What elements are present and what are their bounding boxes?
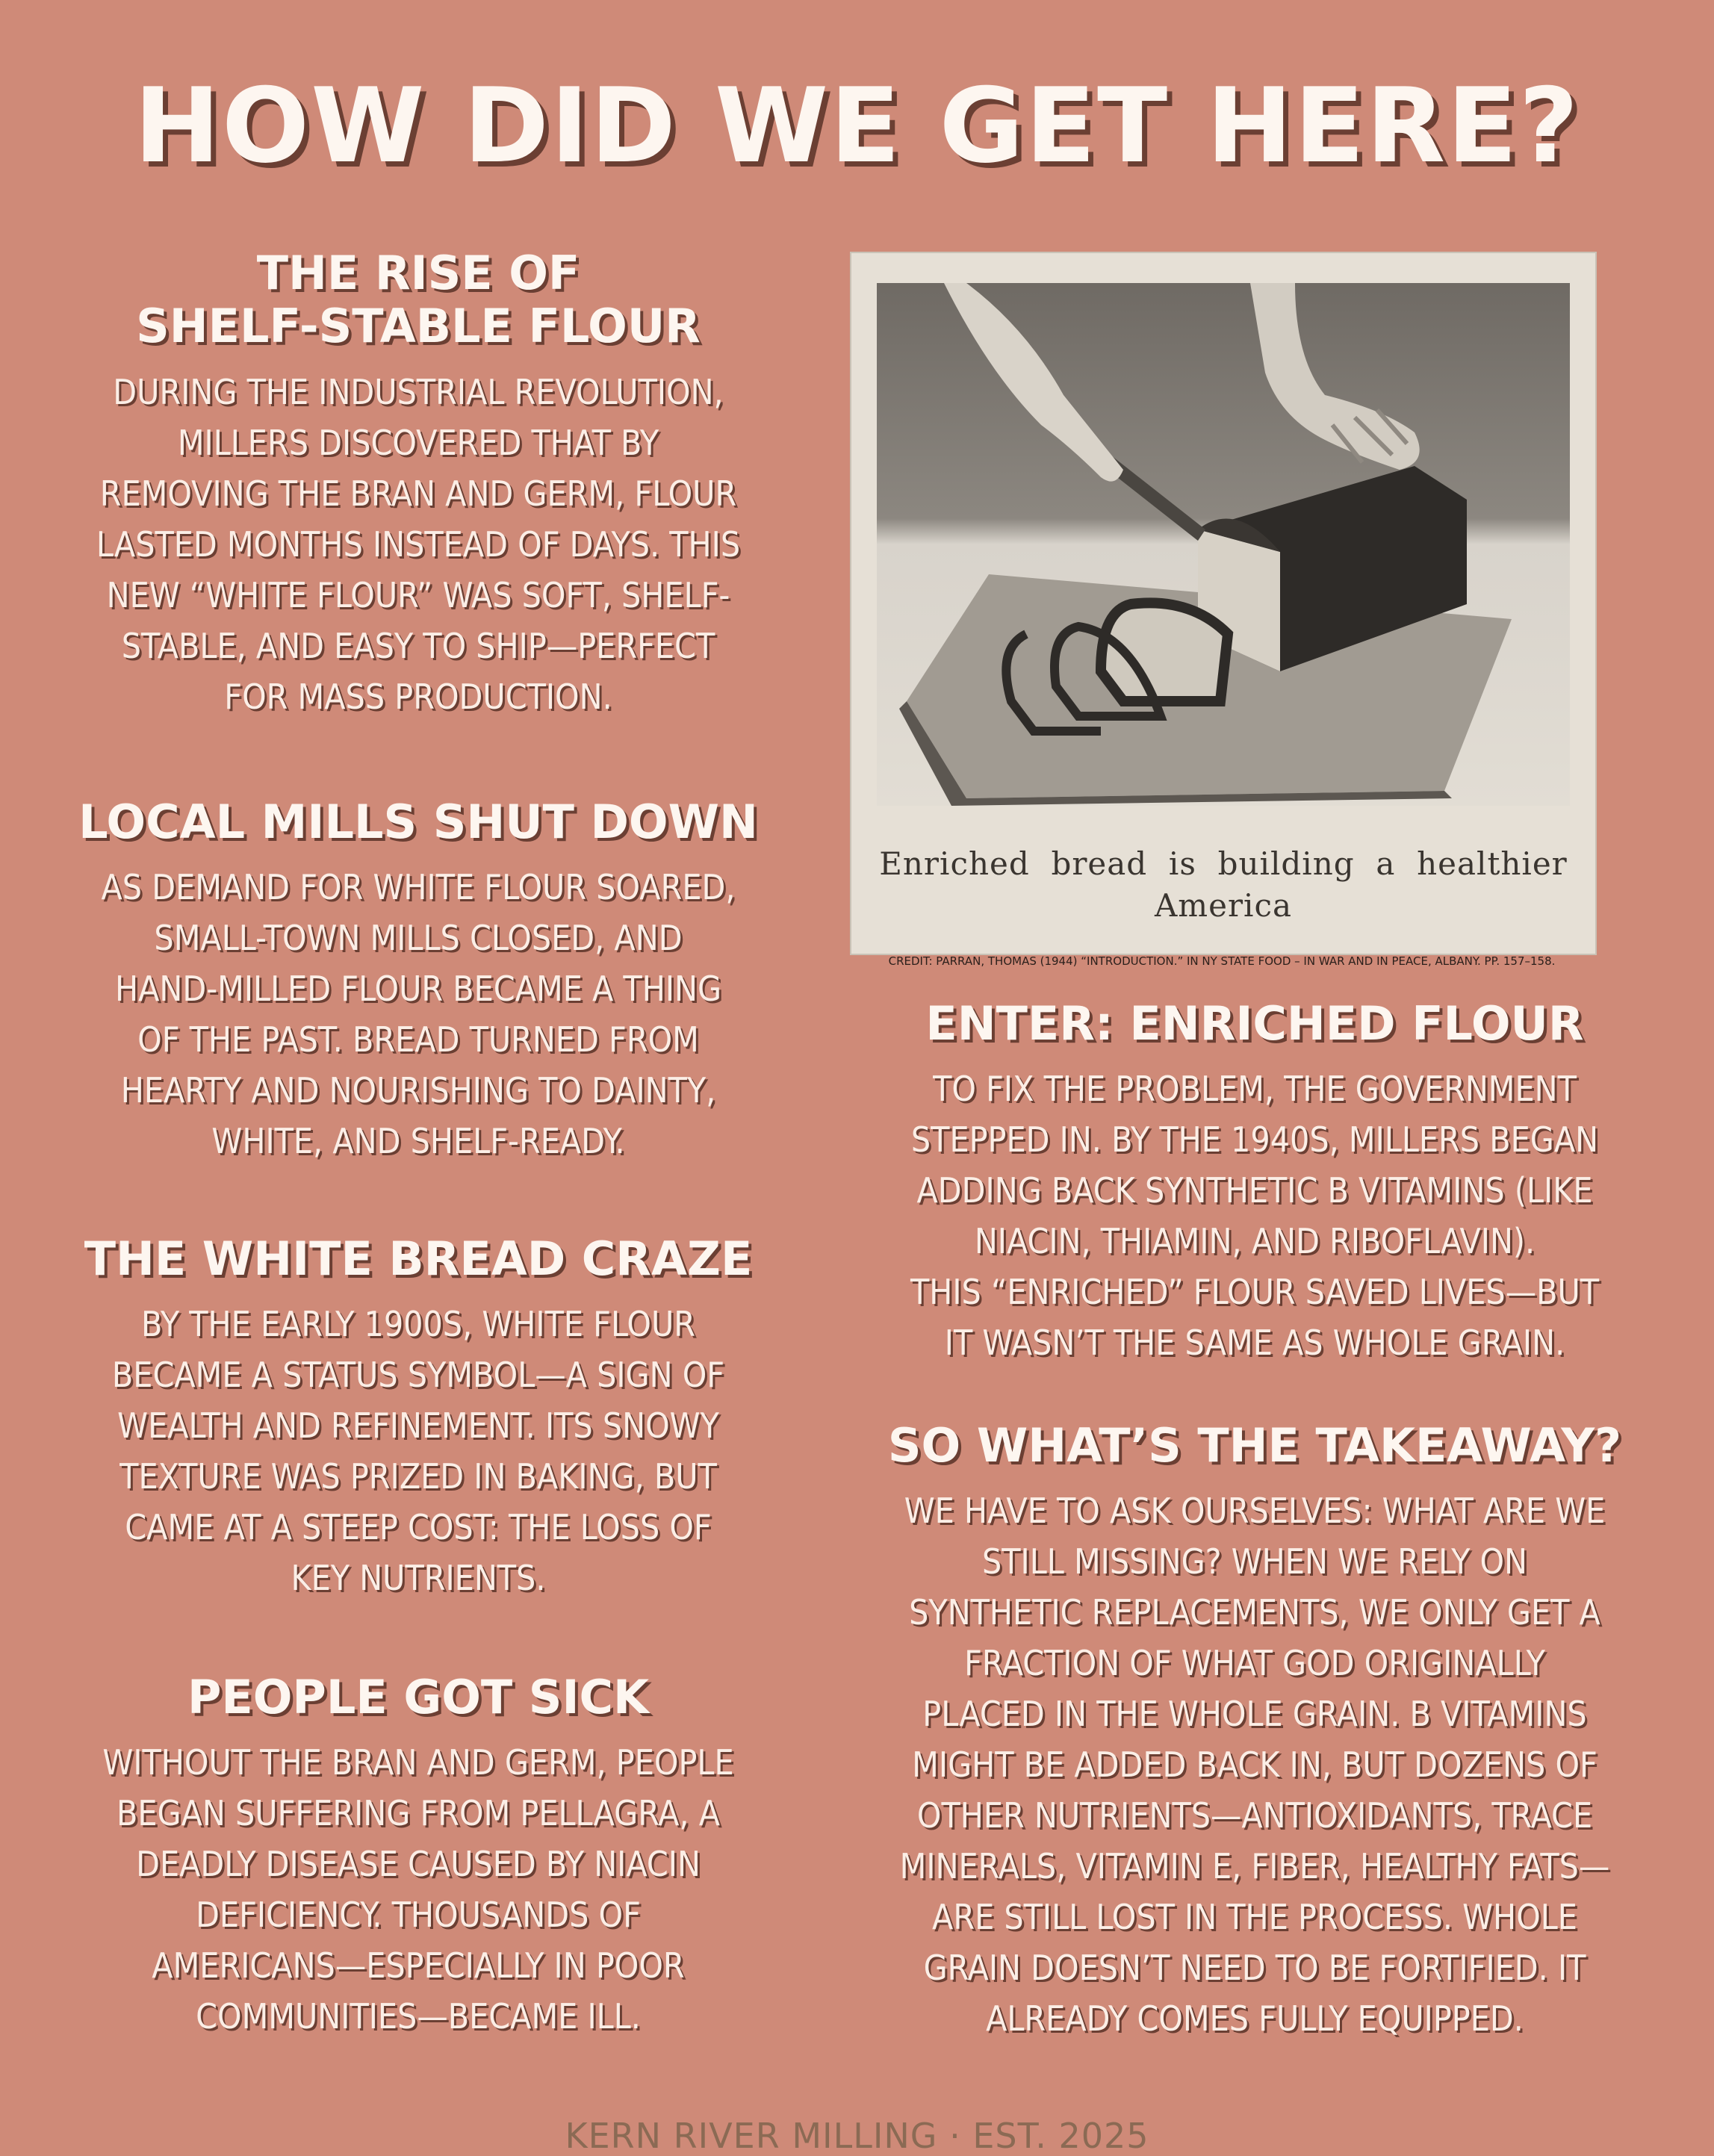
- body-line: STILL MISSING? WHEN WE RELY ON: [981, 1541, 1528, 1582]
- section-body: [45, 1737, 792, 2042]
- body-line: FRACTION OF WHAT GOD ORIGINALLY: [964, 1643, 1545, 1684]
- body-line: ADDING BACK SYNTHETIC B VITAMINS (LIKE: [916, 1170, 1593, 1211]
- photo-caption: [851, 843, 1595, 927]
- section-heading: SO WHAT’S THE TAKEAWAY?: [887, 1418, 1622, 1473]
- body-line: MINERALS, VITAMIN E, FIBER, HEALTHY FATS—: [899, 1846, 1610, 1887]
- section-body: [822, 1485, 1688, 2044]
- body-line: OF THE PAST. BREAD TURNED FROM: [137, 1019, 699, 1060]
- section-sick: [45, 1671, 792, 2042]
- body-line: WITHOUT THE BRAN AND GERM, PEOPLE: [102, 1742, 734, 1783]
- section-craze: [45, 1232, 792, 1603]
- body-line: TO FIX THE PROBLEM, THE GOVERNMENT: [933, 1069, 1577, 1110]
- body-line: WE HAVE TO ASK OURSELVES: WHAT ARE WE: [904, 1491, 1606, 1532]
- body-line: DEADLY DISEASE CAUSED BY NIACIN: [136, 1844, 701, 1885]
- photo-credit: CREDIT: PARRAN, THOMAS (1944) “INTRODUCTION.” IN NY STATE FOOD – IN WAR AND IN PEACE, ALBANY. PP. 157–158.: [888, 954, 1556, 968]
- section-mills: [45, 795, 792, 1166]
- section-body: [45, 367, 792, 722]
- body-line: WEALTH AND REFINEMENT. ITS SNOWY: [117, 1405, 719, 1447]
- body-line: MILLERS DISCOVERED THAT BY: [177, 422, 659, 463]
- section-heading: LOCAL MILLS SHUT DOWN: [78, 795, 758, 849]
- body-line: NIACIN, THIAMIN, AND RIBOFLAVIN).: [974, 1221, 1536, 1262]
- heading-line: THE RISE OF: [256, 246, 580, 300]
- body-line: MIGHT BE ADDED BACK IN, BUT DOZENS OF: [912, 1745, 1597, 1786]
- caption-line: America: [1154, 887, 1293, 924]
- body-line: KEY NUTRIENTS.: [291, 1558, 546, 1599]
- body-line: GRAIN DOESN’T NEED TO BE FORTIFIED. IT: [923, 1948, 1586, 1989]
- vintage-photo: [850, 252, 1597, 955]
- section-takeaway: [822, 1419, 1688, 2044]
- body-line: SMALL-TOWN MILLS CLOSED, AND: [154, 918, 683, 959]
- caption-line: Enriched bread is building a healthier: [879, 845, 1568, 882]
- body-line: AS DEMAND FOR WHITE FLOUR SOARED,: [101, 867, 736, 908]
- body-line: STEPPED IN. BY THE 1940S, MILLERS BEGAN: [910, 1119, 1599, 1161]
- body-line: AMERICANS—ESPECIALLY IN POOR: [152, 1945, 685, 1986]
- body-line: PLACED IN THE WHOLE GRAIN. B VITAMINS: [922, 1694, 1587, 1735]
- body-line: BECAME A STATUS SYMBOL—A SIGN OF: [111, 1355, 725, 1396]
- body-line: HAND-MILLED FLOUR BECAME A THING: [114, 969, 722, 1010]
- section-heading: THE WHITE BREAD CRAZE: [84, 1231, 753, 1286]
- heading-line: SHELF-STABLE FLOUR: [136, 299, 701, 354]
- section-heading: [45, 246, 792, 353]
- body-line: STABLE, AND EASY TO SHIP—PERFECT: [121, 625, 715, 666]
- section-enriched: [822, 997, 1688, 1368]
- body-line: DURING THE INDUSTRIAL REVOLUTION,: [113, 371, 724, 412]
- body-line: REMOVING THE BRAN AND GERM, FLOUR: [99, 473, 737, 514]
- section-heading: PEOPLE GOT SICK: [187, 1670, 650, 1724]
- section-heading: ENTER: ENRICHED FLOUR: [925, 996, 1584, 1051]
- body-line: FOR MASS PRODUCTION.: [224, 676, 612, 717]
- footer-brand: KERN RIVER MILLING · EST. 2025: [565, 2116, 1149, 2156]
- section-body: [45, 1299, 792, 1603]
- body-line: OTHER NUTRIENTS—ANTIOXIDANTS, TRACE: [916, 1795, 1593, 1836]
- body-line: BY THE EARLY 1900S, WHITE FLOUR: [141, 1304, 695, 1345]
- bread-slicing-illustration: [877, 283, 1570, 806]
- body-line: THIS “ENRICHED” FLOUR SAVED LIVES—BUT: [910, 1272, 1600, 1313]
- page-title: HOW DID WE GET HERE?: [134, 66, 1580, 186]
- section-body: [45, 862, 792, 1166]
- body-line: ALREADY COMES FULLY EQUIPPED.: [986, 1998, 1524, 2039]
- body-line: CAME AT A STEEP COST: THE LOSS OF: [125, 1507, 712, 1548]
- body-line: IT WASN’T THE SAME AS WHOLE GRAIN.: [944, 1323, 1565, 1364]
- body-line: DEFICIENCY. THOUSANDS OF: [196, 1895, 641, 1936]
- body-line: BEGAN SUFFERING FROM PELLAGRA, A: [116, 1793, 720, 1834]
- section-rise: [45, 246, 792, 722]
- body-line: COMMUNITIES—BECAME ILL.: [196, 1996, 641, 2037]
- body-line: LASTED MONTHS INSTEAD OF DAYS. THIS: [96, 524, 741, 565]
- section-body: [822, 1063, 1688, 1368]
- body-line: NEW “WHITE FLOUR” WAS SOFT, SHELF-: [106, 574, 730, 615]
- body-line: TEXTURE WAS PRIZED IN BAKING, BUT: [119, 1456, 717, 1497]
- body-line: SYNTHETIC REPLACEMENTS, WE ONLY GET A: [909, 1592, 1600, 1633]
- body-line: ARE STILL LOST IN THE PROCESS. WHOLE: [932, 1897, 1577, 1938]
- body-line: HEARTY AND NOURISHING TO DAINTY,: [120, 1070, 716, 1111]
- body-line: WHITE, AND SHELF-READY.: [211, 1121, 625, 1162]
